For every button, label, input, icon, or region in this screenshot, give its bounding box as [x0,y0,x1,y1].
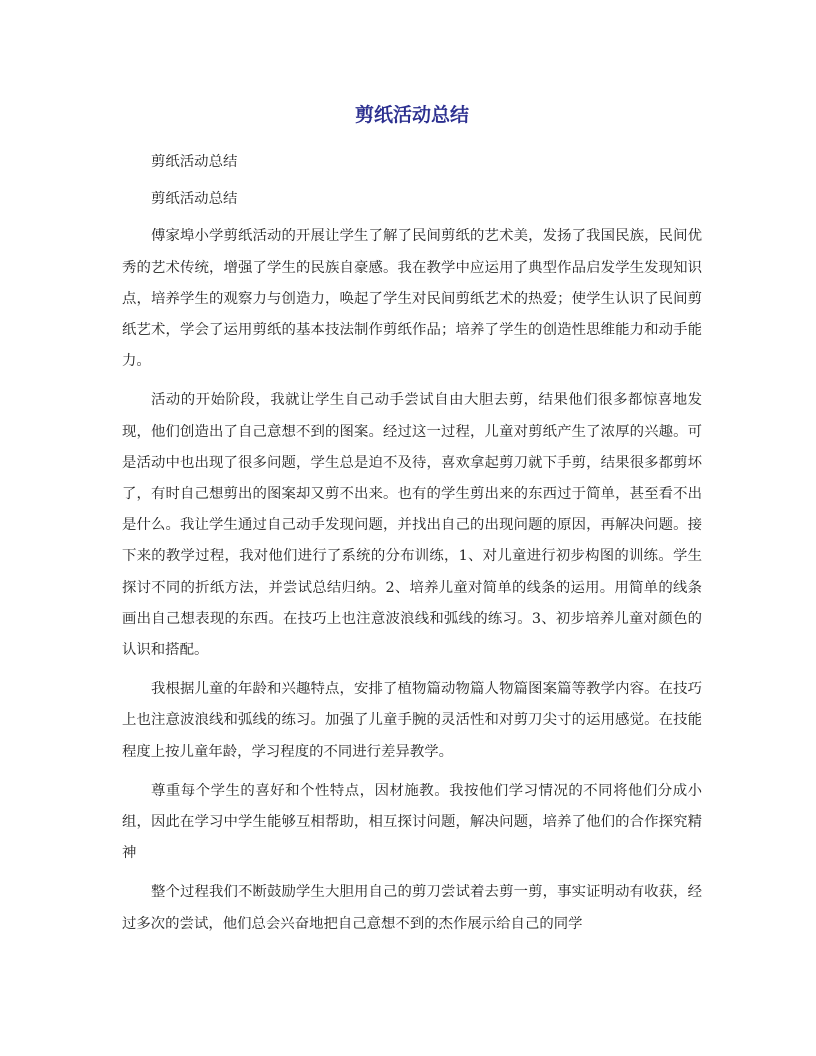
paragraph-encouragement: 整个过程我们不断鼓励学生大胆用自己的剪刀尝试着去剪一剪，事实证明动有收获，经过多次的尝试，他们总会兴奋地把自己意想不到的杰作展示给自己的同学 [122,884,702,932]
paragraph-intro: 傅家埠小学剪纸活动的开展让学生了解了民间剪纸的艺术美，发扬了我国民族，民间优秀的艺术传统，增强了学生的民族自豪感。我在教学中应运用了典型作品启发学生发现知识点，培养学生的观察力与创造力，唤起了学生对民间剪纸艺术的热爱；使学生认识了民间剪纸艺术，学会了运用剪纸的基本技法制作剪纸作品；培养了学生的创造性思维能力和动手能力。 [122,228,702,370]
paragraph-activity-start: 活动的开始阶段，我就让学生自己动手尝试自由大胆去剪，结果他们很多都惊喜地发现，他们创造出了自己意想不到的图案。经过这一过程，儿童对剪纸产生了浓厚的兴趣。可是活动中也出现了很多问题，学生总是迫不及待，喜欢拿起剪刀就下手剪，结果很多都剪坏了，有时自己想剪出的图案却又剪不出来。也有的学生剪出来的东西过于简单，甚至看不出是什么。我让学生通过自己动手发现问题，并找出自己的出现问题的原因，再解决问题。接下来的教学过程，我对他们进行了系统的分布训练，1、对儿童进行初步构图的训练。学生探讨不同的折纸方法，并尝试总结归纳。2、培养儿童对简单的线条的运用。用简单的线条画出自己想表现的东西。在技巧上也注意波浪线和弧线的练习。3、初步培养儿童对颜色的认识和搭配。 [122,392,702,659]
paragraph-subtitle-2: 剪纸活动总结 [151,191,238,208]
paragraph-subtitle-1: 剪纸活动总结 [151,154,238,170]
document-title: 剪纸活动总结 [354,104,469,126]
paragraph-respect-students: 尊重每个学生的喜好和个性特点，因材施教。我按他们学习情况的不同将他们分成小组，因此在学习中学生能够互相帮助，相互探讨问题，解决问题，培养了他们的合作探究精神 [122,782,702,862]
paragraph-age-interest: 我根据儿童的年龄和兴趣特点，安排了植物篇动物篇人物篇图案篇等教学内容。在技巧上也注意波浪线和弧线的练习。加强了儿童手腕的灵活性和对剪刀尖寸的运用感觉。在技能程度上按儿童年龄，学习程度的不同进行差异教学。 [122,681,702,760]
